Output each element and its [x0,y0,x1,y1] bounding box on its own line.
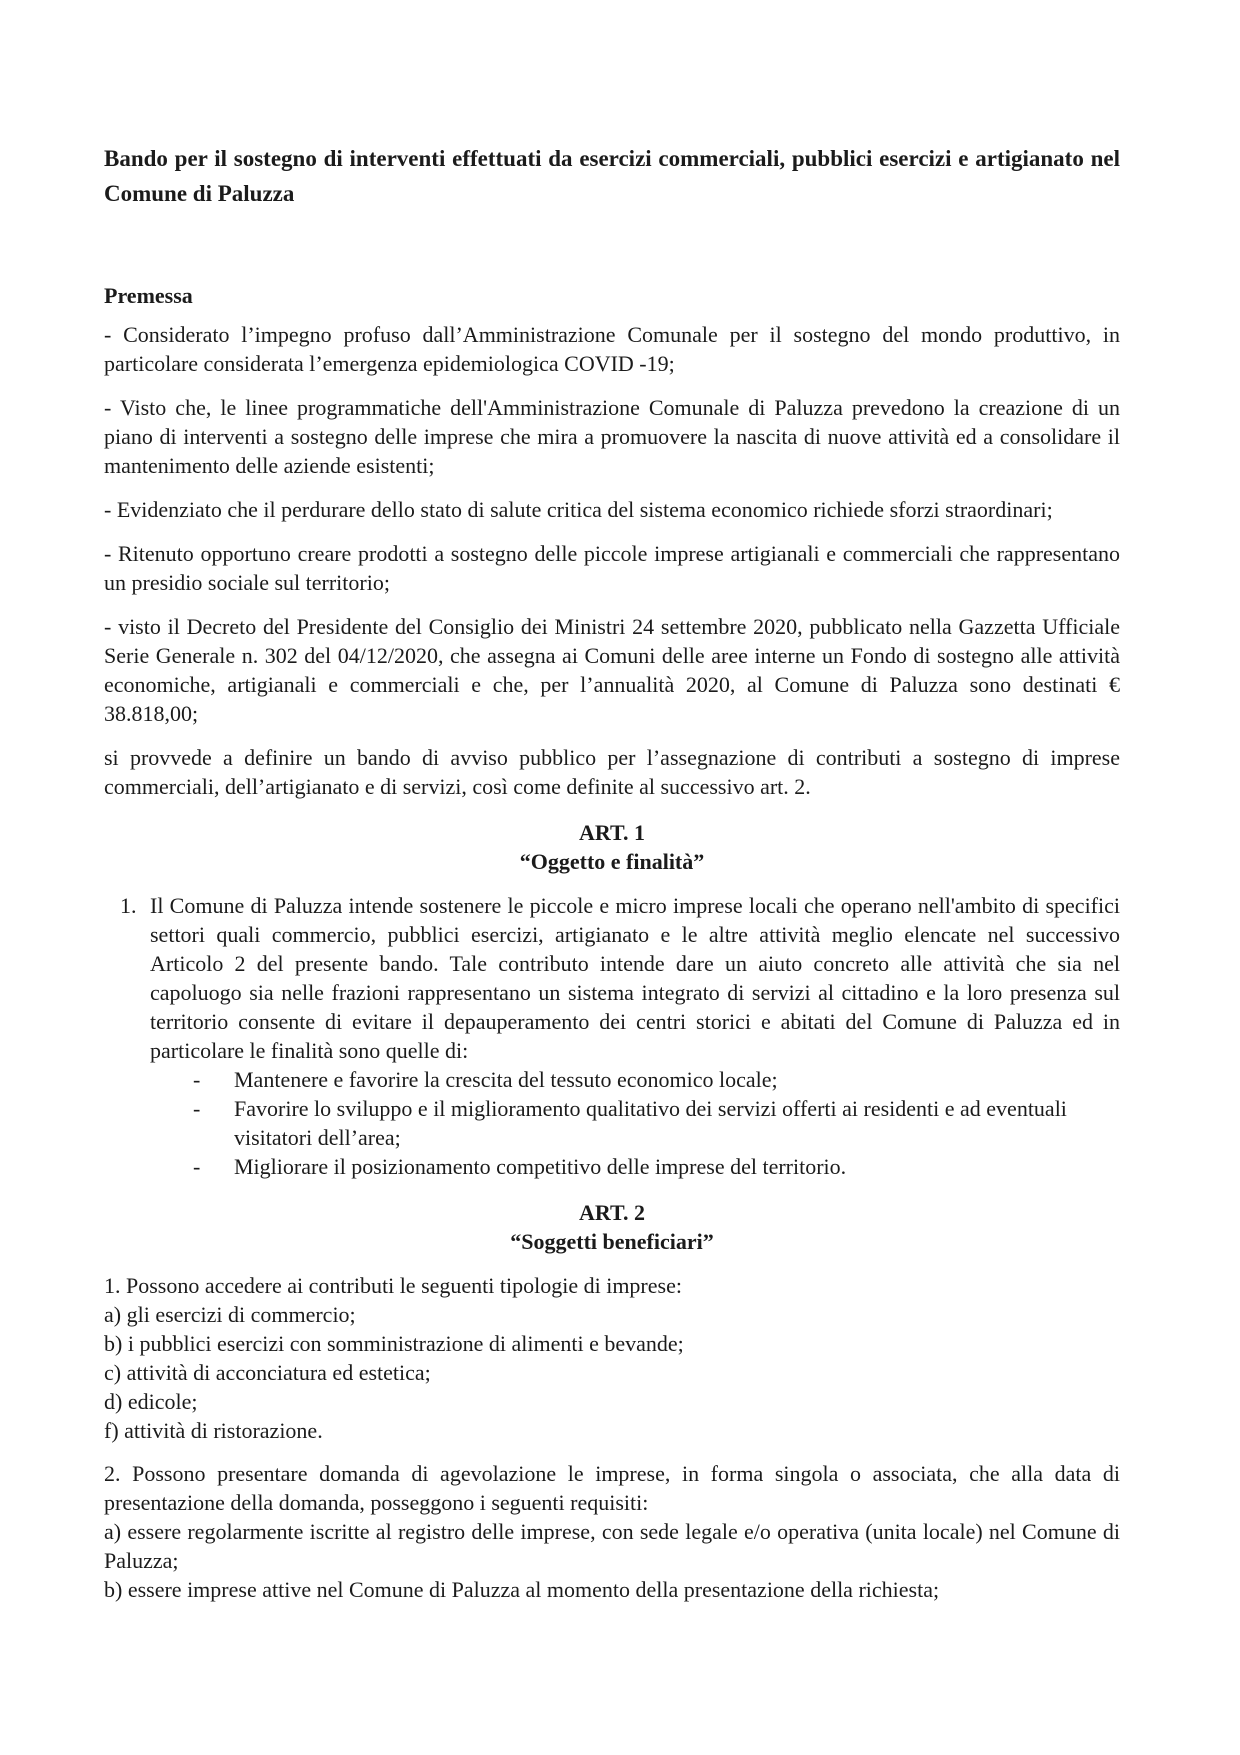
art2-list2-item-b: b) essere imprese attive nel Comune di Paluzza al momento della presentazione della richiesta; [104,1577,940,1602]
art2-list2-intro: 2. Possono presentare domanda di agevolazione le imprese, in forma singola o associata, che alla data di presentazione della domanda, posseggono i seguenti requisiti: [104,1461,1120,1515]
bullet-text-1: Mantenere e favorire la crescita del tessuto economico locale; [234,1067,778,1092]
bullet-text-3: Migliorare il posizionamento competitivo delle imprese del territorio. [234,1154,847,1179]
art1-item-1 [104,891,1120,1065]
premessa-paragraph-ritenuto: - Ritenuto opportuno creare prodotti a sostegno delle piccole imprese artigianali e commerciali che rappresentano un presidio sociale sul territorio; [104,541,1120,595]
premessa-heading: Premessa [104,283,193,308]
art2-list1-item-b: b) i pubblici esercizi con somministrazione di alimenti e bevande; [104,1331,684,1356]
premessa-paragraph-visto-decreto: - visto il Decreto del Presidente del Consiglio dei Ministri 24 settembre 2020, pubblicato nella Gazzetta Ufficiale Serie Generale n. 302 del 04/12/2020, che assegna ai Comuni delle aree interne un Fondo di sostegno alle attività economiche, artigianali e commerciali e che, per l’annualità 2020, al Comune di Paluzza sono destinati € 38.818,00; [104,614,1120,726]
premessa-paragraph-visto-che: - Visto che, le linee programmatiche dell'Amministrazione Comunale di Paluzza prevedono la creazione di un piano di interventi a sostegno delle imprese che mira a promuovere la nascita di nuove attività ed a consolidare il mantenimento delle aziende esistenti; [104,395,1120,478]
art2-subheading: “Soggetti beneficiari” [510,1229,714,1254]
art2-list1-item-f: f) attività di ristorazione. [104,1418,323,1443]
premessa-paragraph-considerato: - Considerato l’impegno profuso dall’Amministrazione Comunale per il sostegno del mondo produttivo, in particolare considerata l’emergenza epidemiologica COVID -19; [104,322,1120,376]
art1-subheading: “Oggetto e finalità” [519,849,705,874]
premessa-paragraph-evidenziato: - Evidenziato che il perdurare dello stato di salute critica del sistema economico richiede sforzi straordinari; [104,497,1053,522]
document-title: Bando per il sostegno di interventi effettuati da esercizi commerciali, pubblici esercizi e artigianato nel Comune di Paluzza [104,146,1120,206]
premessa-paragraph-si-provvede: si provvede a definire un bando di avviso pubblico per l’assegnazione di contributi a sostegno di imprese commerciali, dell’artigianato e di servizi, così come definite al successivo art. 2. [104,745,1120,799]
bullet-marker: - [193,1067,201,1092]
bullet-marker: - [193,1096,201,1121]
art1-item-1-number: 1. [120,893,137,918]
bullet-item-3 [104,1152,1120,1181]
art2-list1-item-c: c) attività di acconciatura ed estetica; [104,1360,431,1385]
art2-heading: ART. 2 [578,1200,646,1225]
art2-requirements-list [104,1459,1120,1604]
art2-typologies-list [104,1271,1120,1445]
art2-list1-item-d: d) edicole; [104,1389,198,1414]
art1-bullet-list [104,1065,1120,1181]
art1-heading: ART. 1 [578,820,646,845]
art2-list1-intro: 1. Possono accedere ai contributi le seguenti tipologie di imprese: [104,1273,682,1298]
art2-list1-item-a: a) gli esercizi di commercio; [104,1302,356,1327]
bullet-item-1 [104,1065,1120,1094]
art1-item-1-text: Il Comune di Paluzza intende sostenere le piccole e micro imprese locali che operano nell'ambito di specifici settori quali commercio, pubblici esercizi, artigianato e le altre attività meglio elencate nel successivo Articolo 2 del presente bando. Tale contributo intende dare un aiuto concreto alle attività che sia nel capoluogo sia nelle frazioni rappresentano un sistema integrato di servizi al cittadino e la loro presenza sul territorio consente di evitare il depauperamento dei centri storici e abitati del Comune di Paluzza ed in particolare le finalità sono quelle di: [150,893,1120,1063]
bullet-item-2 [104,1094,1120,1152]
bullet-text-2: Favorire lo sviluppo e il miglioramento qualitativo dei servizi offerti ai residenti e ad eventuali visitatori dell’area; [234,1096,1067,1150]
art2-list2-item-a: a) essere regolarmente iscritte al registro delle imprese, con sede legale e/o operativa (unita locale) nel Comune di Paluzza; [104,1519,1120,1573]
bullet-marker: - [193,1154,201,1179]
